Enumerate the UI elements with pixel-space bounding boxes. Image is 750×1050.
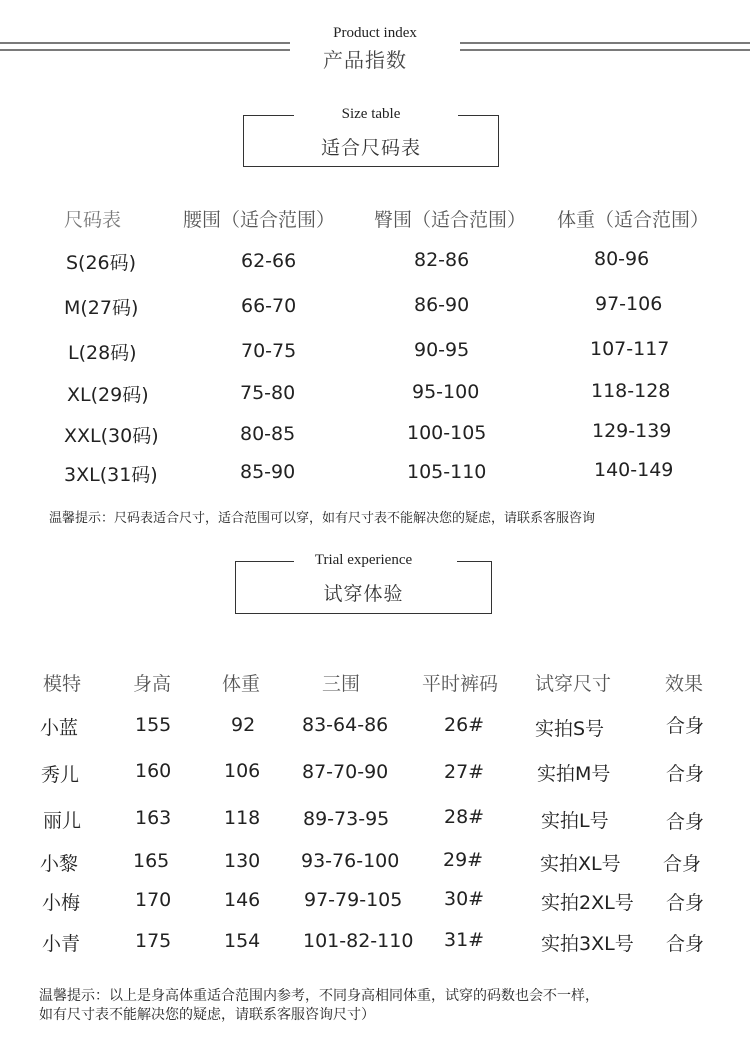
usual-size-cell: 27# [444, 761, 485, 783]
weight-cell: 92 [231, 714, 256, 736]
waist-cell: 85-90 [240, 461, 296, 483]
size-cell: XXL(30码) [64, 425, 159, 447]
size-header-hip: 臀围（适合范围） [374, 209, 527, 231]
waist-cell: 70-75 [241, 340, 297, 362]
fit-cell: 合身 [666, 892, 705, 914]
trial-header-weight: 体重 [222, 673, 261, 695]
model-cell: 丽儿 [43, 810, 82, 832]
product-index-cn: 产品指数 [323, 48, 407, 72]
model-cell: 小青 [42, 933, 81, 955]
height-cell: 170 [135, 889, 172, 911]
trial-header-fit: 效果 [665, 673, 704, 695]
waist-cell: 75-80 [240, 382, 296, 404]
fit-cell: 合身 [666, 763, 705, 785]
measure-cell: 89-73-95 [303, 808, 390, 830]
fit-cell: 合身 [666, 715, 705, 737]
size-cell: S(26码) [66, 252, 137, 274]
trial-header-model: 模特 [43, 673, 82, 695]
hip-cell: 100-105 [407, 422, 487, 444]
fit-cell: 合身 [666, 933, 705, 955]
usual-size-cell: 29# [443, 849, 484, 871]
trial-header-height: 身高 [133, 673, 172, 695]
height-cell: 165 [133, 850, 170, 872]
weight-cell: 106 [224, 760, 261, 782]
weight-cell: 154 [224, 930, 261, 952]
hip-cell: 105-110 [407, 461, 487, 483]
height-cell: 160 [135, 760, 172, 782]
waist-cell: 80-85 [240, 423, 296, 445]
size-table-heading [243, 106, 499, 167]
tried-size-cell: 实拍3XL号 [541, 933, 634, 955]
trial-header-tried-size: 试穿尺寸 [535, 673, 612, 695]
trial-cn: 试穿体验 [323, 583, 404, 605]
weight-cell: 140-149 [594, 459, 674, 481]
product-index-en: Product index [333, 25, 417, 41]
size-table-en: Size table [341, 106, 401, 122]
fit-cell: 合身 [663, 853, 702, 875]
fit-cell: 合身 [666, 811, 705, 833]
model-cell: 秀儿 [41, 764, 80, 786]
weight-cell: 97-106 [595, 293, 663, 315]
trial-note-line2: 如有尺寸表不能解决您的疑虑，请联系客服咨询尺寸） [39, 1007, 375, 1023]
size-header-waist: 腰围（适合范围） [183, 209, 336, 231]
measure-cell: 93-76-100 [301, 850, 400, 872]
model-cell: 小梅 [42, 892, 81, 914]
usual-size-cell: 30# [444, 888, 485, 910]
size-cell: M(27码) [64, 297, 139, 319]
tried-size-cell: 实拍XL号 [540, 853, 621, 875]
trial-en: Trial experience [314, 552, 413, 568]
waist-cell: 62-66 [241, 250, 297, 272]
size-cell: 3XL(31码) [64, 464, 158, 486]
size-header-weight: 体重（适合范围） [557, 209, 710, 231]
tried-size-cell: 实拍2XL号 [541, 892, 634, 914]
size-header-size: 尺码表 [64, 209, 122, 231]
size-cell: L(28码) [68, 342, 137, 364]
height-cell: 163 [135, 807, 172, 829]
model-cell: 小蓝 [40, 717, 79, 739]
measure-cell: 101-82-110 [303, 930, 414, 952]
trial-heading [235, 552, 492, 614]
weight-cell: 118 [224, 807, 261, 829]
weight-cell: 129-139 [592, 420, 672, 442]
weight-cell: 118-128 [591, 380, 671, 402]
hip-cell: 86-90 [414, 294, 470, 316]
waist-cell: 66-70 [241, 295, 297, 317]
tried-size-cell: 实拍M号 [537, 763, 611, 785]
trial-header-usual-size: 平时裤码 [422, 673, 499, 695]
hip-cell: 90-95 [414, 339, 470, 361]
measure-cell: 83-64-86 [302, 714, 389, 736]
size-cell: XL(29码) [67, 384, 149, 406]
weight-cell: 80-96 [594, 248, 650, 270]
model-cell: 小黎 [40, 853, 79, 875]
tried-size-cell: 实拍S号 [535, 718, 605, 740]
hip-cell: 95-100 [412, 381, 480, 403]
size-table-cn: 适合尺码表 [320, 137, 421, 159]
measure-cell: 87-70-90 [302, 761, 389, 783]
size-table-note: 温馨提示：尺码表适合尺寸，适合范围可以穿，如有尺寸表不能解决您的疑虑，请联系客服咨询 [49, 511, 596, 526]
weight-cell: 146 [224, 889, 261, 911]
usual-size-cell: 26# [444, 714, 485, 736]
trial-header-measurements: 三围 [322, 673, 361, 695]
tried-size-cell: 实拍L号 [541, 810, 609, 832]
weight-cell: 107-117 [590, 338, 670, 360]
height-cell: 155 [135, 714, 172, 736]
measure-cell: 97-79-105 [304, 889, 403, 911]
weight-cell: 130 [224, 850, 261, 872]
trial-note-line1: 温馨提示：以上是身高体重适合范围内参考，不同身高相同体重，试穿的码数也会不一样， [39, 988, 599, 1004]
height-cell: 175 [135, 930, 172, 952]
hip-cell: 82-86 [414, 249, 470, 271]
usual-size-cell: 28# [444, 806, 485, 828]
usual-size-cell: 31# [444, 929, 485, 951]
